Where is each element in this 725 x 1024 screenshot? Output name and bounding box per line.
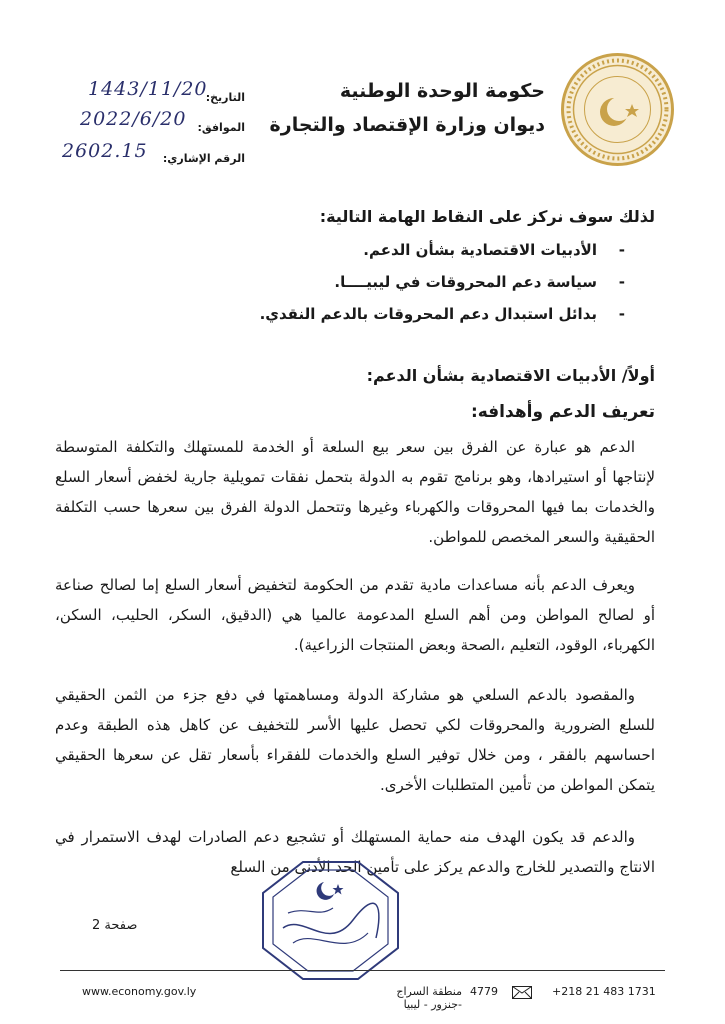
ministry-name: ديوان وزارة الإقتصاد والتجارة: [269, 114, 545, 136]
point-item: بدائل استبدال دعم المحروقات بالدعم النقدي.: [259, 305, 597, 323]
bullet-dash-icon: -: [618, 273, 625, 291]
footer-po-box: 4779: [470, 985, 498, 998]
point-item: سياسة دعم المحروقات في ليبيــــا.: [334, 273, 597, 291]
ministry-seal: [560, 52, 675, 167]
date-gregorian-label: الموافق:: [197, 121, 245, 134]
mail-icon: [512, 986, 532, 999]
official-stamp: [258, 858, 403, 983]
footer-divider: [60, 970, 665, 971]
footer-phone: +218 21 483 1731: [552, 985, 656, 998]
reference-value: 2602.15: [62, 140, 148, 162]
date-gregorian-value: 2022/6/20: [80, 108, 187, 130]
paragraph: ويعرف الدعم بأنه مساعدات مادية تقدم من الحكومة لتخفيض أسعار السلع إما لصالح صناعة أو لصالح المواطن ومن أهم السلع المدعومة عالميا هي (الدقيق، السكر، الحليب، السكن، الكهرباء، الوقود، التعليم ،الصحة وبعض المنتجات الزراعية).: [55, 576, 655, 654]
bullet-dash-icon: -: [618, 241, 625, 259]
section-subheading: تعريف الدعم وأهدافه:: [470, 402, 655, 422]
paragraph: والمقصود بالدعم السلعي هو مشاركة الدولة ومساهمتها في دفع جزء من الثمن الحقيقي للسلع الضرورية والمحروقات لكي تحصل عليها الأسر للتخفيف عن كاهل هذه الطبقة وعدم احساسهم بالفقر ، ومن خلال توفير السلع والخدمات للفقراء بأسعار تقل عن سعرها الحقيقي يتمكن المواطن من تأمين المتطلبات الأخرى.: [55, 686, 655, 794]
page-number: صفحة 2: [92, 918, 138, 933]
paragraph: الدعم هو عبارة عن الفرق بين سعر بيع السلعة أو الخدمة للمستهلك والتكلفة المتوسطة لإنتاجها أو استيرادها، وهو برنامج تقوم به الدولة بتحمل نفقات تمويلية جارية لخفض أسعار السلع والخدمات بما فيها المحروقات والكهرباء وغيرها وتتحمل الدولة الفرق بين سعرها حسب التكلفة الحقيقية والسعر المخصص للمواطن.: [55, 438, 655, 546]
section-heading: أولاً/ الأدبيات الاقتصادية بشأن الدعم:: [366, 366, 655, 385]
date-hijri-value: 1443/11/20: [88, 78, 208, 100]
paragraph: والدعم قد يكون الهدف منه حماية المستهلك أو تشجيع دعم الصادرات لهدف الاستمرار في الانتاج والتصدير للخارج والدعم يركز على تأمين الحد الأدنى من السلع: [55, 828, 655, 876]
footer-website: www.economy.gov.ly: [82, 985, 197, 998]
date-hijri-label: التاريخ:: [205, 91, 245, 104]
footer-address: منطقة السراج -جنزور - ليبيا: [396, 985, 462, 1011]
point-item: الأدبيات الاقتصادية بشأن الدعم.: [363, 241, 597, 259]
reference-label: الرقم الإشاري:: [162, 152, 245, 165]
bullet-dash-icon: -: [618, 305, 625, 323]
intro-heading: لذلك سوف نركز على النقاط الهامة التالية:: [319, 207, 655, 226]
government-name: حكومة الوحدة الوطنية: [339, 80, 545, 102]
